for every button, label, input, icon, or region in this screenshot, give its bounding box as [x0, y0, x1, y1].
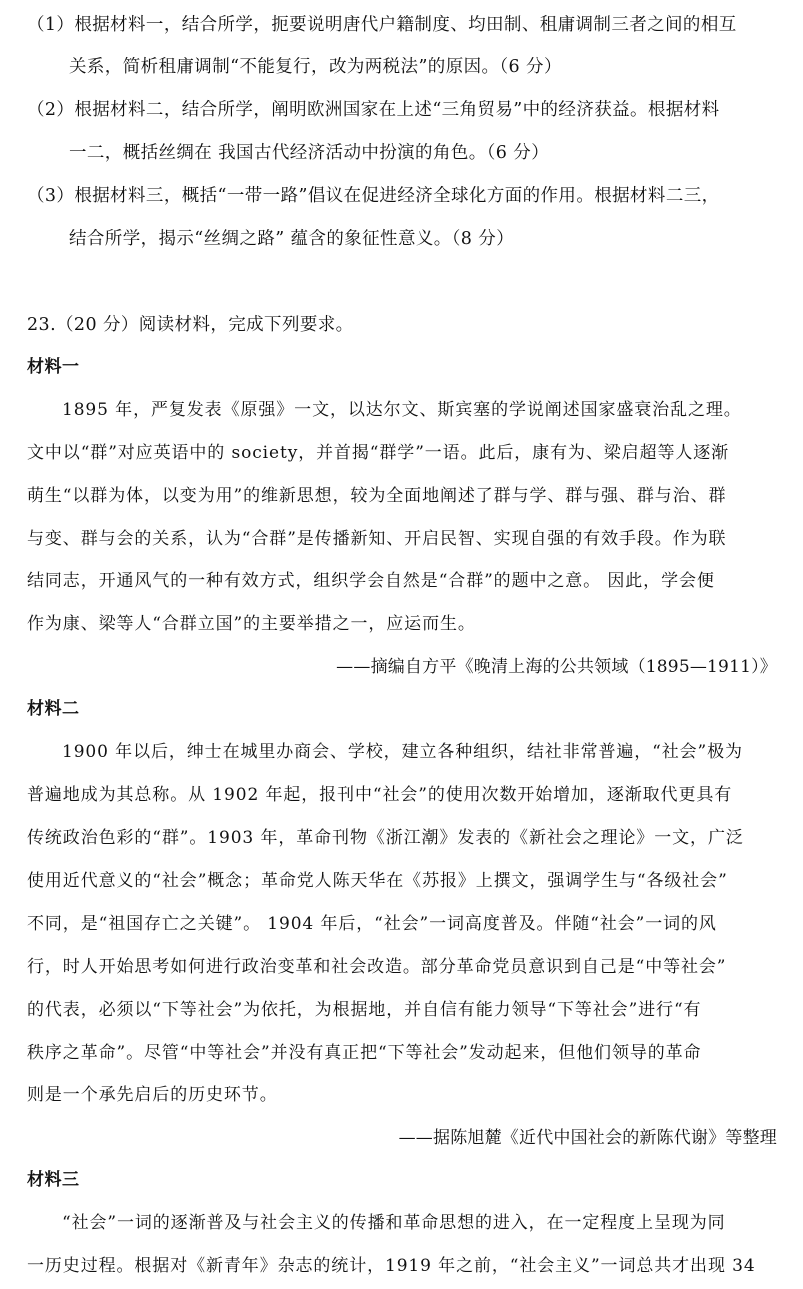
- material-2-line-3: 传统政治色彩的“群”。1903 年，革命刊物《浙江潮》发表的《新社会之理论》一文，广泛: [27, 828, 744, 848]
- question-1-line-2: 关系，简析租庸调制“不能复行，改为两税法”的原因。（6 分）: [69, 57, 562, 77]
- question-3-line-2: 结合所学，揭示“丝绸之路” 蕴含的象征性意义。（8 分）: [69, 229, 515, 249]
- question-1-line-1: （1）根据材料一，结合所学，扼要说明唐代户籍制度、均田制、租庸调制三者之间的相互: [27, 15, 737, 35]
- material-2-line-8: 秩序之革命”。尽管“中等社会”并没有真正把“下等社会”发动起来，但他们领导的革命: [27, 1043, 702, 1063]
- material-2-line-5: 不同，是“祖国存亡之关键”。 1904 年后，“社会”一词高度普及。伴随“社会”一词的风: [27, 914, 717, 934]
- question-2-line-2: 一二，概括丝绸在 我国古代经济活动中扮演的角色。（6 分）: [69, 143, 550, 163]
- material-1-heading: 材料一: [27, 357, 80, 377]
- material-2-heading: 材料二: [27, 699, 80, 719]
- material-1-line-5: 结同志，开通风气的一种有效方式，组织学会自然是“合群”的题中之意。 因此，学会便: [27, 571, 715, 591]
- material-1-line-4: 与变、群与会的关系，认为“合群”是传播新知、开启民智、实现自强的有效手段。作为联: [27, 529, 727, 549]
- material-2-line-7: 的代表，必须以“下等社会”为依托，为根据地，并自信有能力领导“下等社会”进行“有: [27, 1000, 702, 1020]
- material-2-source: ——据陈旭麓《近代中国社会的新陈代谢》等整理: [398, 1128, 777, 1148]
- material-1-line-1: 1895 年，严复发表《原强》一文，以达尔文、斯宾塞的学说阐述国家盛衰治乱之理。: [62, 400, 742, 420]
- material-3-line-1: “社会”一词的逐渐普及与社会主义的传播和革命思想的进入，在一定程度上呈现为同: [62, 1213, 726, 1233]
- material-2-line-1: 1900 年以后，绅士在城里办商会、学校，建立各种组织，结社非常普遍，“社会”极为: [62, 742, 743, 762]
- material-1-source: ——摘编自方平《晚清上海的公共领域（1895—1911）》: [336, 657, 777, 677]
- question-3-line-1: （3）根据材料三，概括“一带一路”倡议在促进经济全球化方面的作用。根据材料二三，: [27, 186, 720, 206]
- material-3-line-2: 一历史过程。根据对《新青年》杂志的统计，1919 年之前，“社会主义”一词总共才出现 34: [27, 1256, 756, 1276]
- question-23-title: 23.（20 分）阅读材料，完成下列要求。: [27, 315, 354, 335]
- question-2-line-1: （2）根据材料二，结合所学，阐明欧洲国家在上述“三角贸易”中的经济获益。根据材料: [27, 100, 720, 120]
- material-1-line-3: 萌生“以群为体，以变为用”的维新思想，较为全面地阐述了群与学、群与强、群与治、群: [27, 486, 727, 506]
- material-2-line-2: 普遍地成为其总称。从 1902 年起，报刊中“社会”的使用次数开始增加，逐渐取代更具有: [27, 785, 733, 805]
- material-3-heading: 材料三: [27, 1170, 80, 1190]
- material-1-line-6: 作为康、梁等人“合群立国”的主要举措之一，应运而生。: [27, 614, 476, 634]
- material-2-line-9: 则是一个承先启后的历史环节。: [27, 1085, 278, 1105]
- material-2-line-6: 行，时人开始思考如何进行政治变革和社会改造。部分革命党员意识到自己是“中等社会”: [27, 957, 727, 977]
- material-1-line-2: 文中以“群”对应英语中的 society，并首揭“群学”一语。此后，康有为、梁启超等人逐渐: [27, 443, 730, 463]
- material-2-line-4: 使用近代意义的“社会”概念；革命党人陈天华在《苏报》上撰文，强调学生与“各级社会”: [27, 871, 728, 891]
